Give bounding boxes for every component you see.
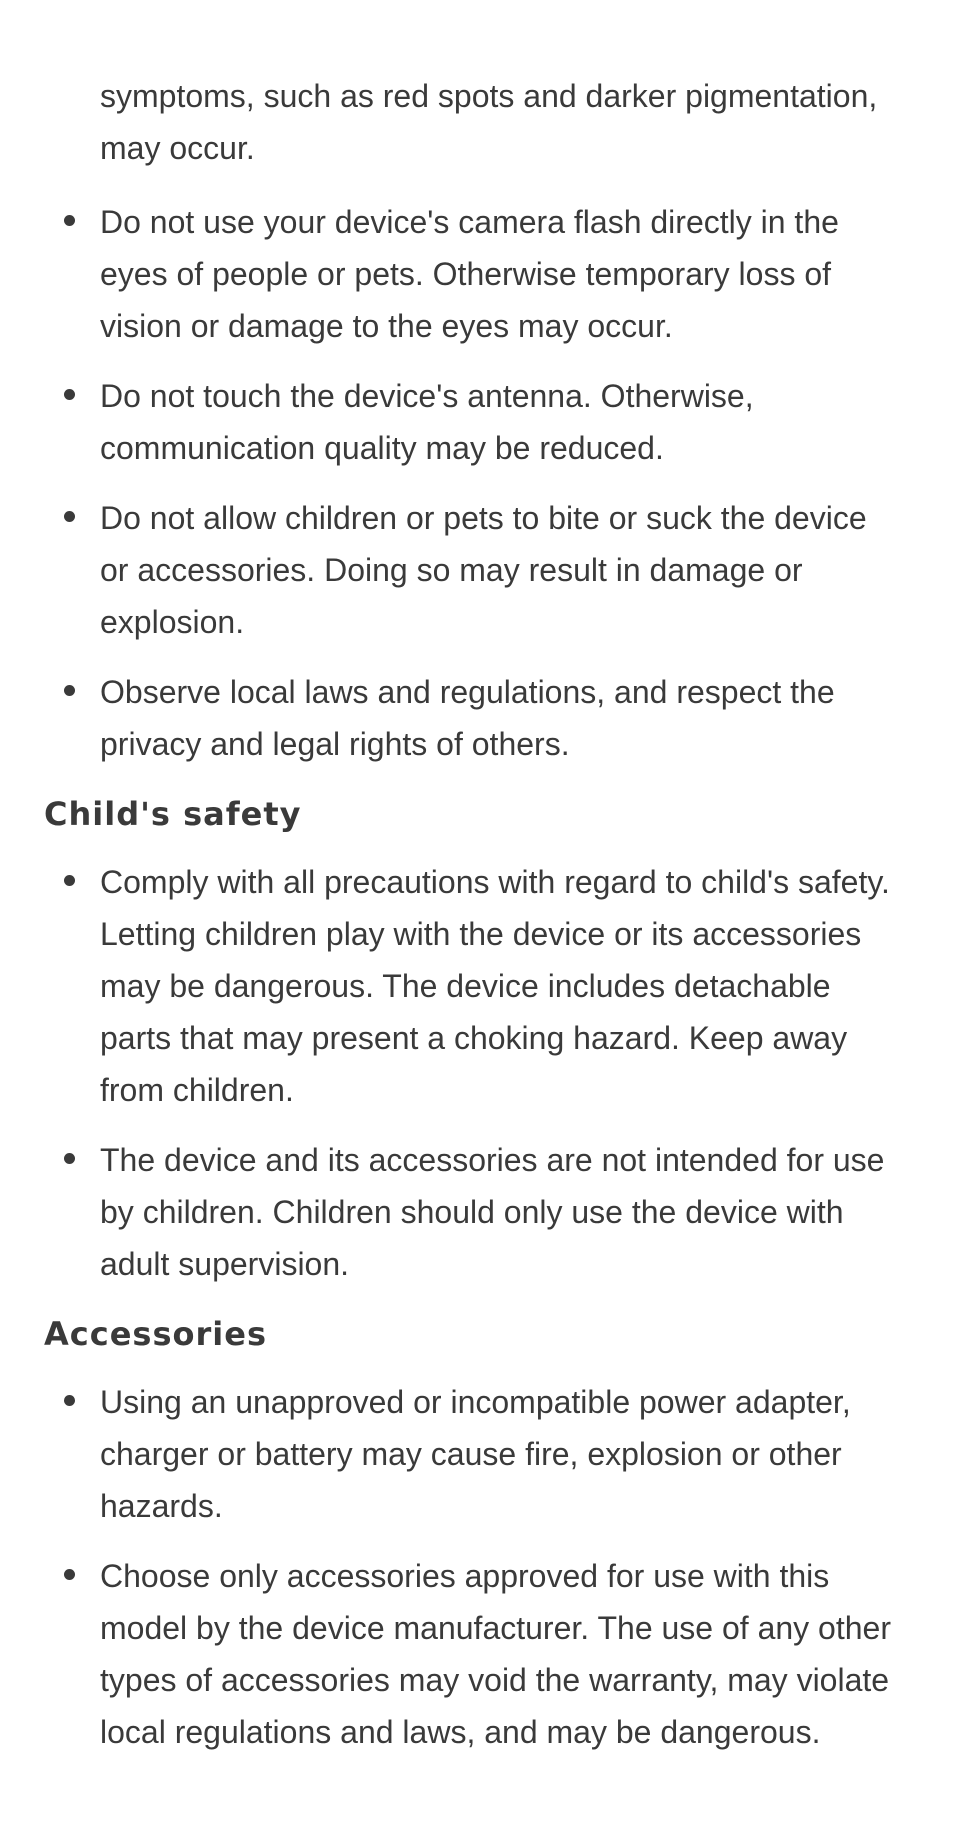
list-item (44, 196, 894, 352)
list-item (44, 1550, 894, 1758)
bullet-icon (64, 1569, 75, 1580)
bullet-icon (64, 875, 75, 886)
list-item-text: Choose only accessories approved for use with this model by the device manufacturer. The use of any other types of accessories may void the warranty, may violate local regulations and laws, and may be dangerous. (100, 1558, 891, 1750)
list-item-text: Observe local laws and regulations, and respect the privacy and legal rights of others. (100, 674, 835, 762)
list-item (44, 666, 894, 770)
childs-safety-list (44, 856, 894, 1290)
bullet-icon (64, 1153, 75, 1164)
childs-safety-heading: Child's safety (44, 795, 302, 833)
bullet-icon (64, 511, 75, 522)
bullet-icon (64, 215, 75, 226)
bullet-icon (64, 1395, 75, 1406)
intro-continuation-text: symptoms, such as red spots and darker pigmentation, may occur. (100, 78, 878, 166)
list-item-text: Using an unapproved or incompatible power adapter, charger or battery may cause fire, explosion or other hazards. (100, 1384, 851, 1524)
list-item (44, 856, 894, 1116)
bullet-icon (64, 685, 75, 696)
list-item (44, 1134, 894, 1290)
bullet-icon (64, 389, 75, 400)
list-item (44, 1376, 894, 1532)
list-item-text: The device and its accessories are not intended for use by children. Children should only use the device with adult supervision. (100, 1142, 885, 1282)
list-item-text: Do not touch the device's antenna. Otherwise, communication quality may be reduced. (100, 378, 754, 466)
list-item (44, 370, 894, 474)
list-item-text: Do not use your device's camera flash directly in the eyes of people or pets. Otherwise temporary loss of vision or damage to the eyes may occur. (100, 204, 839, 344)
accessories-list (44, 1376, 894, 1758)
general-safety-list (44, 196, 894, 770)
list-item-text: Do not allow children or pets to bite or suck the device or accessories. Doing so may result in damage or explosion. (100, 500, 867, 640)
list-item-text: Comply with all precautions with regard to child's safety. Letting children play with the device or its accessories may be dangerous. The device includes detachable parts that may present a choking hazard. Keep away from children. (100, 864, 890, 1108)
list-item (44, 492, 894, 648)
accessories-heading: Accessories (44, 1315, 267, 1353)
